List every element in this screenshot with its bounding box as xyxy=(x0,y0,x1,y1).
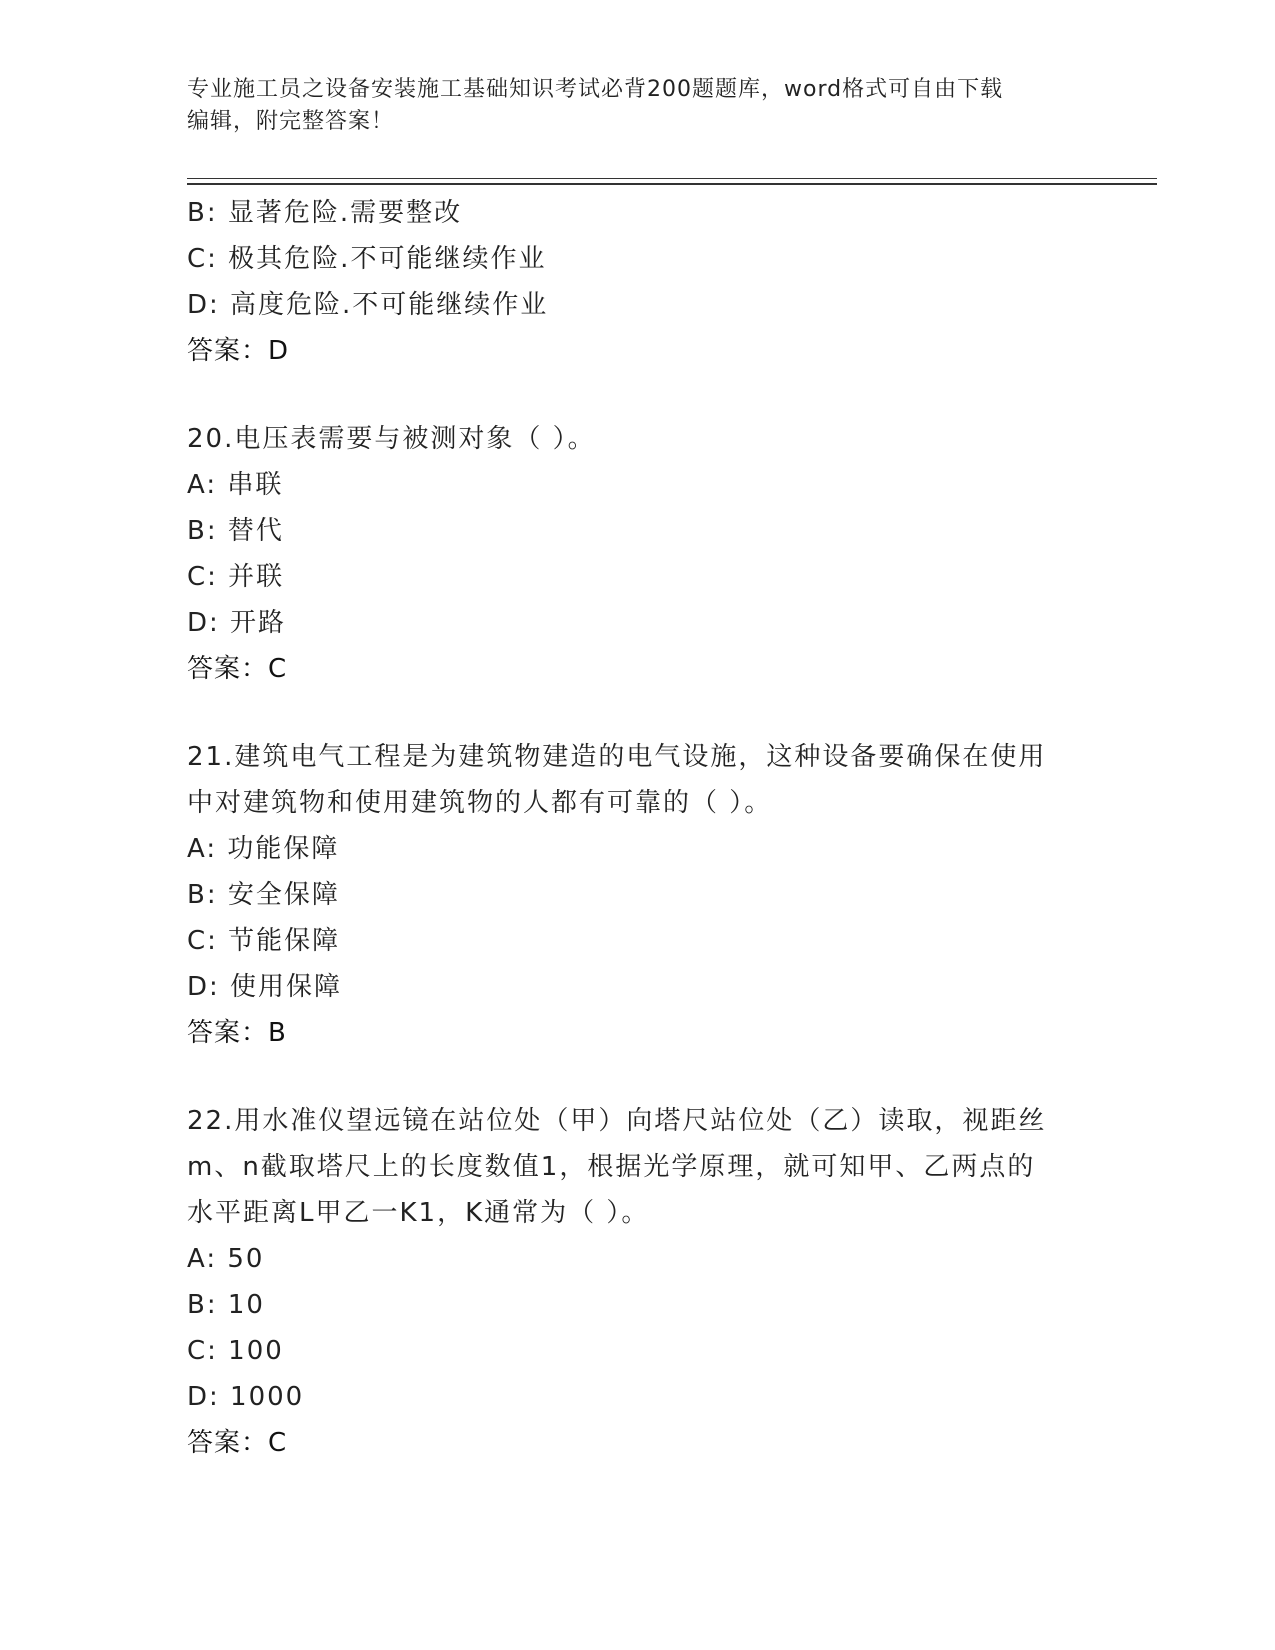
option-b: B: 替代 xyxy=(187,516,284,546)
question-stem-line: 中对建筑物和使用建筑物的人都有可靠的（ ）。 xyxy=(187,788,773,818)
option-b: B: 安全保障 xyxy=(187,880,340,910)
answer-line: 答案：C xyxy=(187,1428,288,1458)
header-line-2: 编辑，附完整答案！ xyxy=(187,109,395,134)
question-block-21 xyxy=(187,734,1087,1056)
question-content xyxy=(187,190,1087,1466)
option-d: D: 开路 xyxy=(187,608,287,638)
answer-line: 答案：D xyxy=(187,336,290,366)
option-c: C: 极其危险.不可能继续作业 xyxy=(187,244,547,274)
spacer xyxy=(187,374,1087,416)
document-header xyxy=(187,74,1077,138)
option-a: A: 串联 xyxy=(187,470,284,500)
spacer xyxy=(187,692,1087,734)
option-a: A: 功能保障 xyxy=(187,834,340,864)
option-d: D: 1000 xyxy=(187,1382,305,1412)
option-b: B: 10 xyxy=(187,1290,265,1320)
question-stem xyxy=(187,734,1087,826)
answer-line: 答案：B xyxy=(187,1018,287,1048)
question-stem-line: 21.建筑电气工程是为建筑物建造的电气设施，这种设备要确保在使用 xyxy=(187,742,1047,772)
question-stem xyxy=(187,416,1087,462)
question-stem xyxy=(187,1098,1087,1236)
header-line-1: 专业施工员之设备安装施工基础知识考试必背200题题库，word格式可自由下载 xyxy=(187,77,1004,102)
question-stem-line: m、n截取塔尺上的长度数值1，根据光学原理，就可知甲、乙两点的 xyxy=(187,1152,1036,1182)
question-block-20 xyxy=(187,416,1087,692)
header-divider-thin xyxy=(187,178,1157,179)
question-block-22 xyxy=(187,1098,1087,1466)
option-d: D: 高度危险.不可能继续作业 xyxy=(187,290,549,320)
option-c: C: 100 xyxy=(187,1336,284,1366)
question-stem-line: 20.电压表需要与被测对象（ ）。 xyxy=(187,424,596,454)
question-stem-line: 水平距离L甲乙一K1，K通常为（ ）。 xyxy=(187,1198,650,1228)
option-a: A: 50 xyxy=(187,1244,265,1274)
answer-line: 答案：C xyxy=(187,654,288,684)
option-c: C: 节能保障 xyxy=(187,926,341,956)
option-b: B: 显著危险.需要整改 xyxy=(187,198,463,228)
question-stem-line: 22.用水准仪望远镜在站位处（甲）向塔尺站位处（乙）读取，视距丝 xyxy=(187,1106,1047,1136)
header-divider-thick xyxy=(187,183,1157,185)
spacer xyxy=(187,1056,1087,1098)
option-d: D: 使用保障 xyxy=(187,972,343,1002)
question-block-19 xyxy=(187,190,1087,374)
option-c: C: 并联 xyxy=(187,562,285,592)
